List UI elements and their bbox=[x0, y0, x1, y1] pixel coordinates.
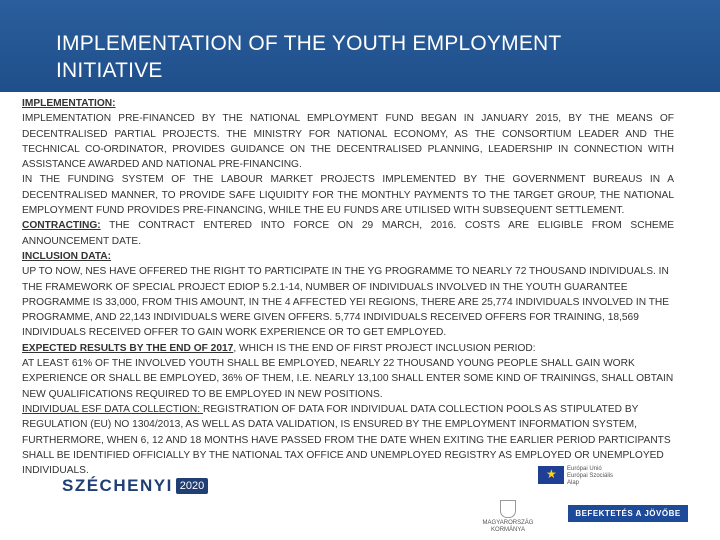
eu-line-1: Európai Unió bbox=[567, 466, 602, 472]
esf-text: REGISTRATION OF DATA FOR INDIVIDUAL DATA COLLECTION POOLS AS STIPULATED BY REGULATION (EU) NO 1304/2013, AS WELL AS DATA VALIDATION, IS ENSURED BY THE EMPLOYMENT INFORMATION SYSTEM, FURTHERMORE, WHEN 6, 12 AND 18 MONTHS HAVE PASSED FROM THE DATE WHEN EXITING THE EARLIER PERIOD PARTICIPANTS SHALL BE IDENTIFIED OFFICIALLY BY THE NATIONAL TAX OFFICE AND UNEMPLOYED REGISTRY AS EMPLOYED OR UNEMPLOYED INDIVIDUALS. bbox=[22, 403, 671, 477]
expected-paragraph: AT LEAST 61% OF THE INVOLVED YOUTH SHALL BE EMPLOYED, NEARLY 22 THOUSAND YOUNG PEOPLE SHALL GAIN WORK EXPERIENCE OR SHALL BE EMPLOYED, 36% OF THEM, I.E. NEARLY 13,100 SHALL ENTER SOME KIND OF TRAININGS, SHALL OBTAIN NEW QUALIFICATIONS REQUIRED TO BE EMPLOYED IN NEW POSITIONS. bbox=[22, 358, 674, 400]
eu-flag-icon bbox=[538, 466, 564, 484]
implementation-paragraph-1: IMPLEMENTATION PRE-FINANCED BY THE NATIONAL EMPLOYMENT FUND BEGAN IN JANUARY 2015, BY THE MEANS OF DECENTRALISED PARTIAL PROJECTS. THE MINISTRY FOR NATIONAL ECONOMY, AS THE CONSORTIUM LEADER AND THE TECHNICAL CO-ORDINATOR, PROVIDES GUIDANCE ON THE DECENTRALISED PLANNING, LEADERSHIP IN CONNECTION WITH ASSISTANCE AWARDED AND NATIONAL PRE-FINANCING. bbox=[22, 113, 674, 171]
szechenyi-logo bbox=[62, 474, 208, 498]
inclusion-heading bbox=[22, 249, 674, 264]
hu-line-1: MAGYARORSZÁG bbox=[482, 520, 534, 526]
slide-header bbox=[0, 0, 720, 92]
eu-line-3: Alap bbox=[567, 480, 580, 486]
implementation-label: IMPLEMENTATION: bbox=[22, 98, 116, 109]
hu-line-2: KORMÁNYA bbox=[491, 527, 525, 533]
slide-title-line2: INITIATIVE bbox=[56, 59, 163, 82]
implementation-paragraph-2: IN THE FUNDING SYSTEM OF THE LABOUR MARKET PROJECTS IMPLEMENTED BY THE GOVERNMENT BUREAUS IN A DECENTRALISED MANNER, TO PROVIDE SAFE LIQUIDITY FOR THE MONTHLY PAYMENTS TO THE TARGET GROUP, THE NATIONAL EMPLOYMENT FUND PROVIDES PRE-FINANCING, WHILE THE EU FUNDS ARE UTILISED WITH SUBSEQUENT SETTLEMENT. bbox=[22, 174, 674, 217]
expected-after: , WHICH IS THE END OF FIRST PROJECT INCLUSION PERIOD: bbox=[233, 342, 536, 354]
szechenyi-logo-text: SZÉCHENYI bbox=[62, 476, 173, 495]
slide-title bbox=[56, 30, 696, 84]
inclusion-label: INCLUSION DATA: bbox=[22, 250, 112, 262]
invest-future-banner: BEFEKTETÉS A JÖVŐBE bbox=[568, 505, 688, 522]
slide-body bbox=[22, 96, 674, 478]
coat-of-arms-icon bbox=[500, 500, 516, 518]
contracting-text: THE CONTRACT ENTERED INTO FORCE ON 29 MARCH, 2016. COSTS ARE ELIGIBLE FROM SCHEME ANNOUNCEMENT DATE. bbox=[22, 220, 674, 247]
implementation-heading bbox=[22, 96, 674, 111]
contracting-paragraph bbox=[22, 218, 674, 249]
expected-label: EXPECTED RESULTS BY THE END OF 2017 bbox=[22, 342, 234, 354]
esf-label: INDIVIDUAL ESF DATA COLLECTION: bbox=[22, 403, 203, 415]
expected-heading bbox=[22, 341, 674, 356]
eu-logo bbox=[538, 466, 624, 500]
contracting-label: CONTRACTING: bbox=[22, 220, 101, 232]
eu-line-2: Európai Szociális bbox=[567, 473, 614, 479]
inclusion-paragraph: UP TO NOW, NES HAVE OFFERED THE RIGHT TO PARTICIPATE IN THE YG PROGRAMME TO NEARLY 72 THOUSAND INDIVIDUALS. IN THE FRAMEWORK OF SPECIAL PROJECT EDIOP 5.2.1-14, NUMBER OF INDIVIDUALS INVOLVED IN THE YOUTH GUARANTEE PROGRAMME IS 33,000, FROM THIS AMOUNT, IN THE 4 AFFECTED YEI REGIONS, THERE ARE 25,774 INDIVIDUALS INVOLVED IN THE PROGRAMME, AND 22,143 INDIVIDUALS WERE GIVEN OFFERS. 5,774 INDIVIDUALS RECEIVED OFFERS FOR TRAINING, 18,569 INDIVIDUALS RECEIVED OFFER TO GAIN WORK EXPERIENCE OR TO GET EMPLOYED. bbox=[22, 266, 670, 339]
eu-logo-text bbox=[567, 466, 613, 486]
slide-title-line1: IMPLEMENTATION OF THE YOUTH EMPLOYMENT bbox=[56, 32, 562, 55]
szechenyi-logo-year: 2020 bbox=[176, 478, 208, 494]
hungarian-government-logo bbox=[478, 500, 538, 533]
